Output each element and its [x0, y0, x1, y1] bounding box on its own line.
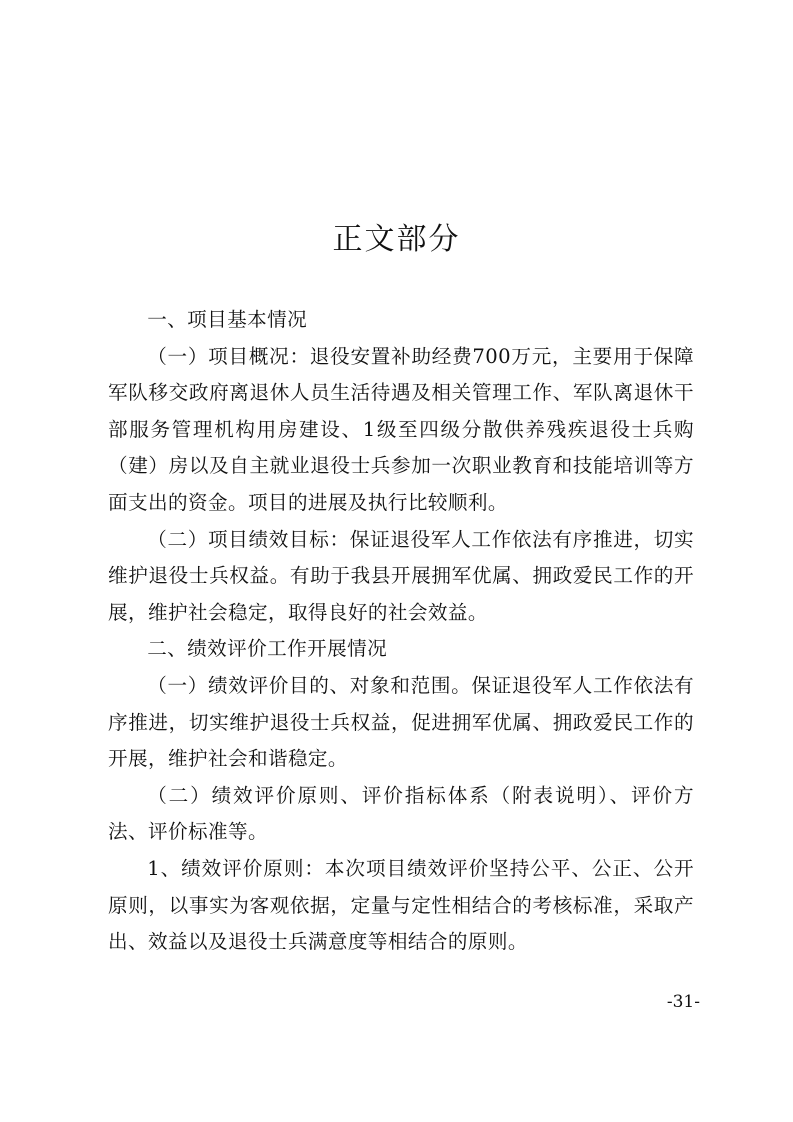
section-heading-project-overview: 一、项目基本情况	[147, 308, 308, 331]
page-title: 正文部分	[332, 222, 461, 257]
document-body	[108, 302, 694, 961]
paragraph-principle-detail: 1、绩效评价原则：本次项目绩效评价坚持公平、公正、公开原则，以事实为客观依据，定量与定性相结合的考核标准，采取产出、效益以及退役士兵满意度等相结合的原则。	[108, 856, 694, 954]
paragraph-performance-goals: （二）项目绩效目标：保证退役军人工作依法有序推进，切实维护退役士兵权益。有助于我县开展拥军优属、拥政爱民工作的开展，维护社会稳定，取得良好的社会效益。	[108, 527, 694, 624]
paragraph-project-summary: （一）项目概况：退役安置补助经费700万元，主要用于保障军队移交政府离退休人员生活待遇及相关管理工作、军队离退休干部服务管理机构用房建设、1级至四级分散供养残疾退役士兵购（建）房以及自主就业退役士兵参加一次职业教育和技能培训等方面支出的资金。项目的进展及执行比较顺利。	[108, 344, 694, 514]
paragraph-evaluation-purpose: （一）绩效评价目的、对象和范围。保证退役军人工作依法有序推进，切实维护退役士兵权益，促进拥军优属、拥政爱民工作的开展，维护社会和谐稳定。	[108, 673, 694, 771]
paragraph-evaluation-principles: （二）绩效评价原则、评价指标体系（附表说明）、评价方法、评价标准等。	[108, 783, 694, 844]
section-heading-evaluation-work: 二、绩效评价工作开展情况	[147, 637, 388, 661]
page-number: -31-	[666, 992, 700, 1012]
